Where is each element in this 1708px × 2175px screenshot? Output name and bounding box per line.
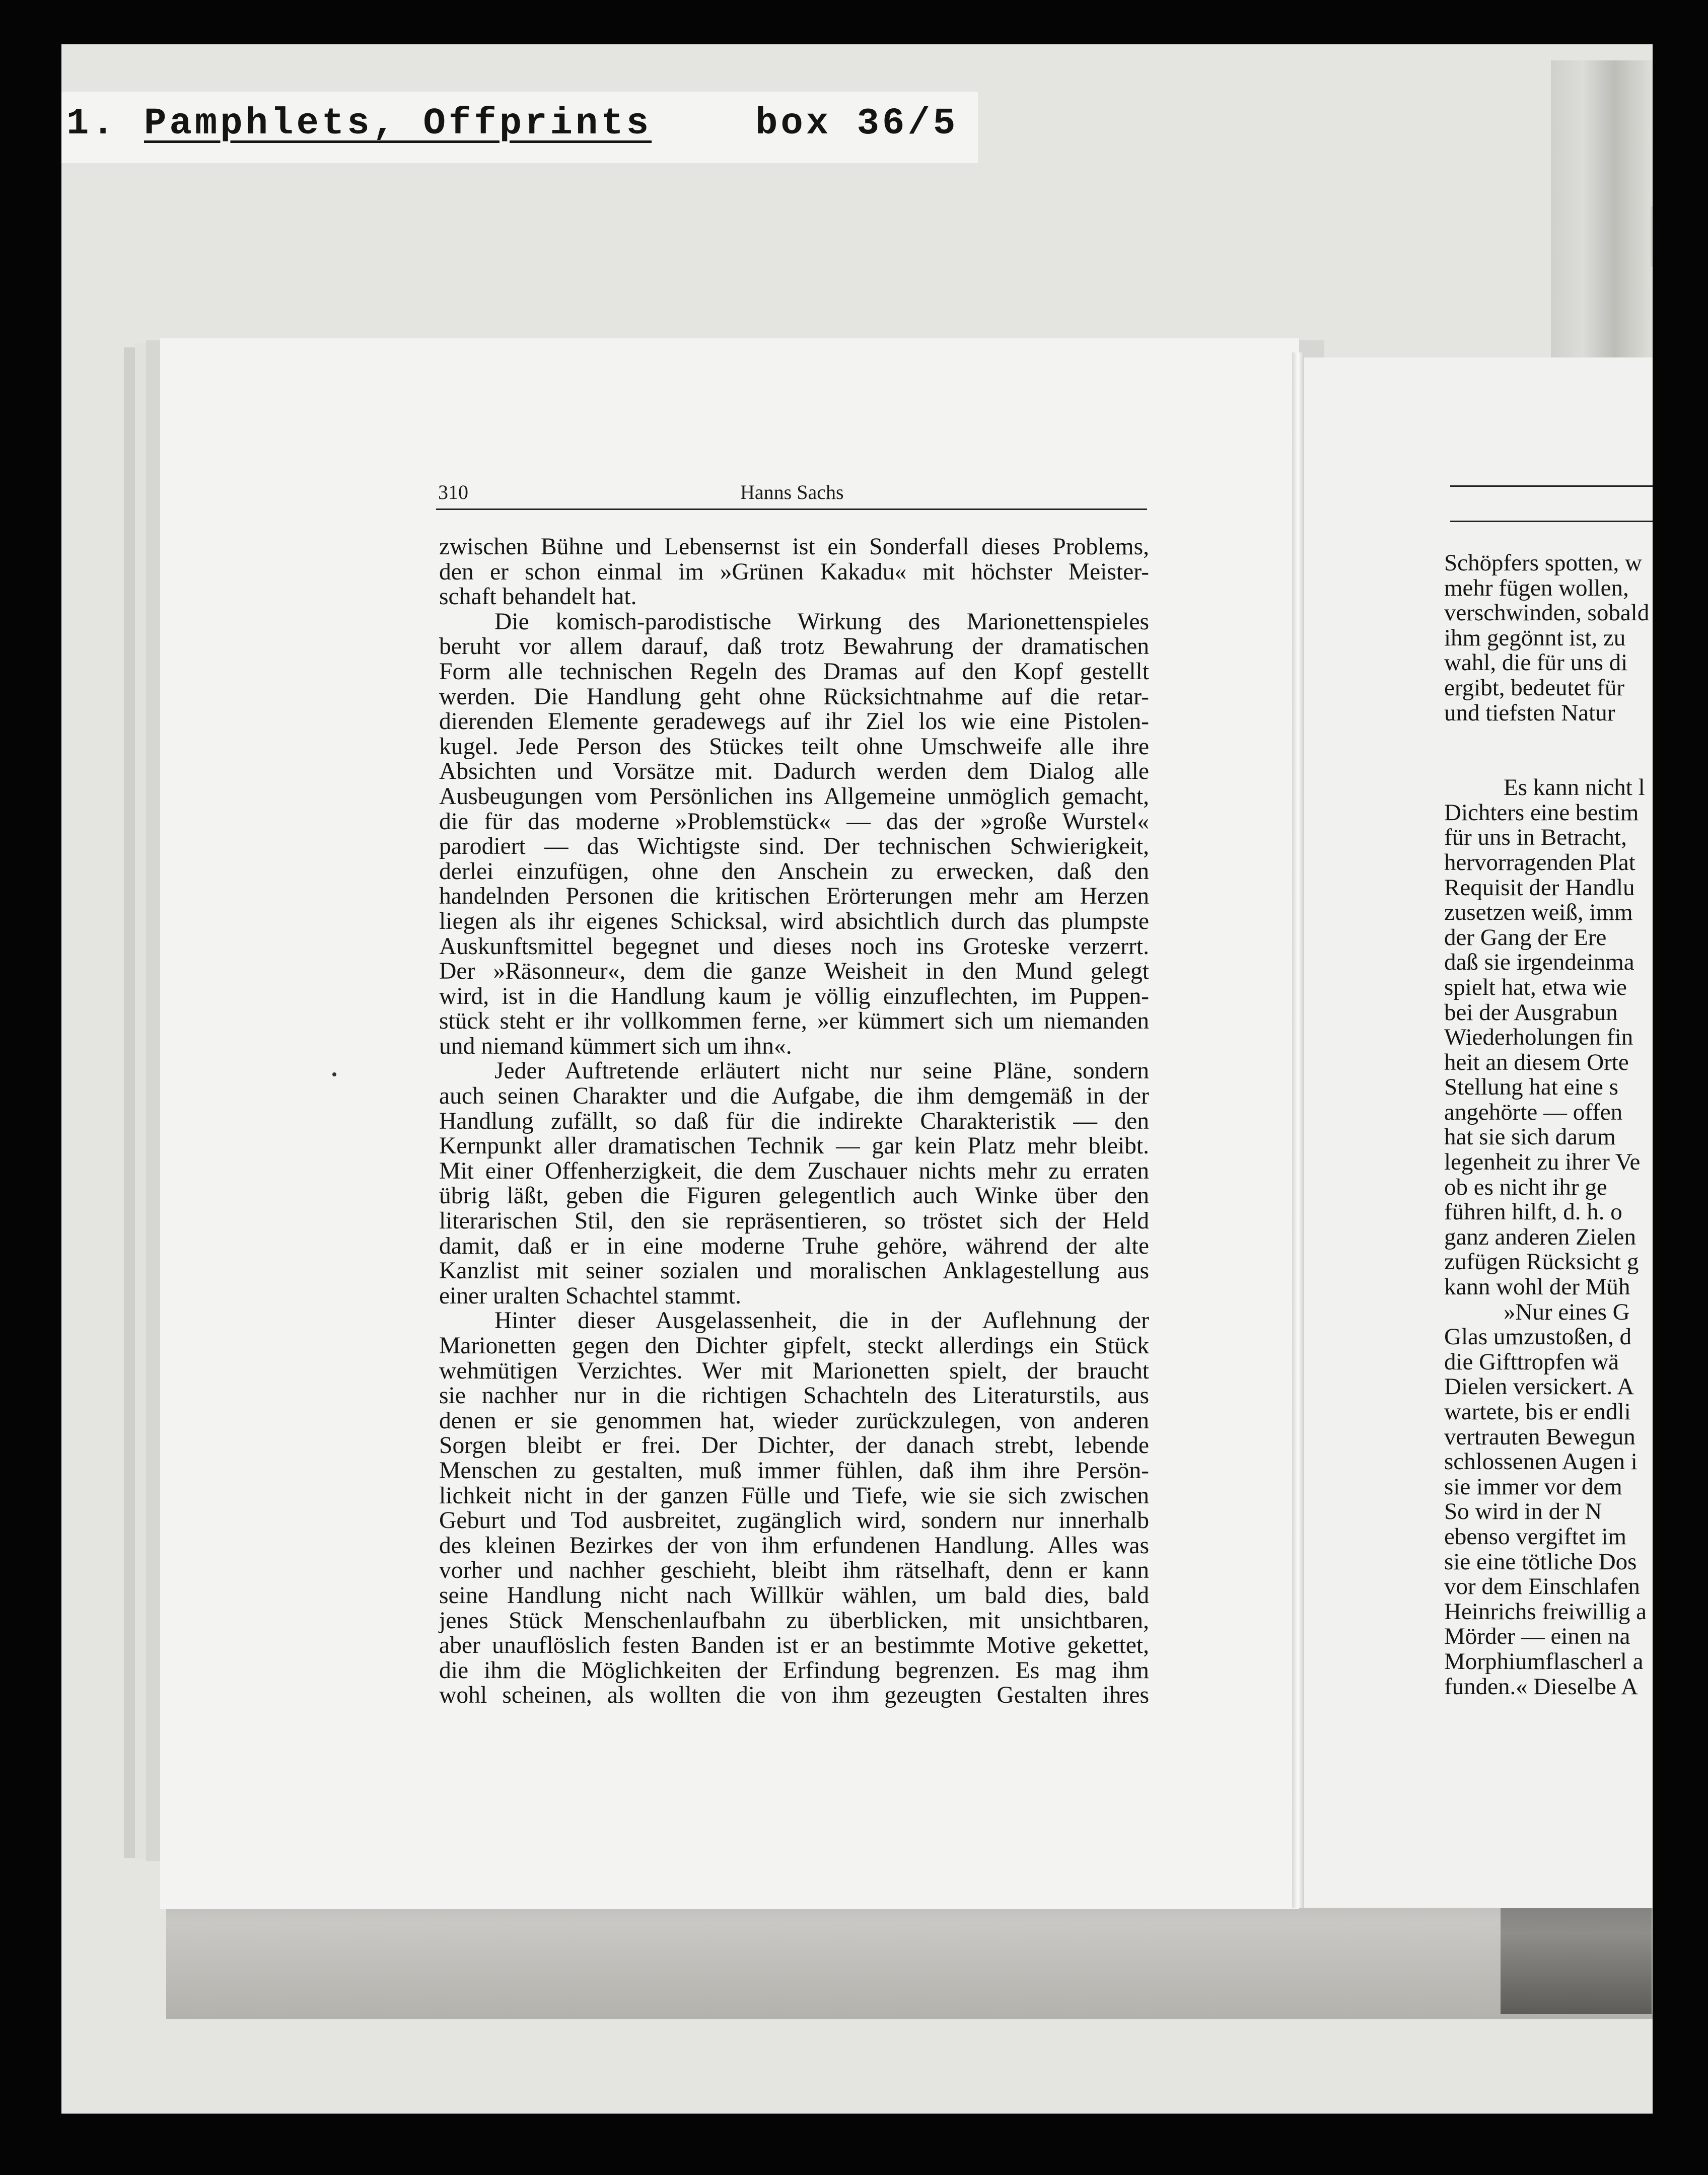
ink-speck <box>332 1072 336 1076</box>
text-line: Geburt und Tod ausbreitet, zugänglich wird, sondern nur innerhalb <box>439 1507 1149 1534</box>
right-header-rule <box>1450 521 1662 522</box>
text-line: sie nachher nur in die richtigen Schachteln des Literaturstils, aus <box>439 1383 1149 1409</box>
scan-border <box>1653 0 1708 2175</box>
right-text-line: Dichters eine bestim <box>1444 799 1639 826</box>
text-line: wohl scheinen, als wollten die von ihm gezeugten Gestalten ihres <box>439 1682 1149 1709</box>
right-text-line: Dielen versickert. A <box>1444 1373 1634 1400</box>
page-fold <box>1292 352 1304 1908</box>
right-text-line: ihm gegönnt ist, zu <box>1444 624 1626 651</box>
label-box-number: box 36/5 <box>755 103 959 145</box>
right-text-line: Es kann nicht l <box>1504 774 1645 801</box>
right-text-line: sie immer vor dem <box>1444 1473 1622 1500</box>
text-line: Hinter dieser Ausgelassenheit, die in der Auflehnung der <box>494 1308 1149 1334</box>
text-line: handelnden Personen die kritischen Erörterungen mehr am Herzen <box>439 883 1149 910</box>
right-text-line: daß sie irgendeinma <box>1444 949 1634 976</box>
right-text-line: Wiederholungen fin <box>1444 1024 1633 1051</box>
text-line: Ausbeugungen vom Persönlichen ins Allgemeine unmöglich gemacht, <box>439 783 1149 810</box>
right-text-line: Morphiumflascherl a <box>1444 1648 1644 1675</box>
header-rule <box>436 509 1147 510</box>
running-head: Hanns Sachs <box>740 481 844 503</box>
right-text-line: zufügen Rücksicht g <box>1444 1249 1639 1275</box>
right-text-line: vertrauten Bewegun <box>1444 1423 1635 1450</box>
right-text-line: Stellung hat eine s <box>1444 1074 1618 1101</box>
right-text-line: ebenso vergiftet im <box>1444 1523 1626 1550</box>
text-line: die für das moderne »Problemstück« — das der »große Wurstel« <box>439 808 1149 835</box>
right-header-rule <box>1450 485 1662 487</box>
text-line: dierenden Elemente geradewegs auf ihr Ziel los wie eine Pistolen- <box>439 708 1149 735</box>
right-text-line: funden.« Dieselbe A <box>1444 1673 1639 1700</box>
text-line: vorher und nachher geschieht, bleibt ihm rätselhaft, denn er kann <box>439 1557 1149 1584</box>
text-line: Auskunftsmittel begegnet und dieses noch ins Groteske verzerrt. <box>439 933 1149 960</box>
right-text-line: führen hilft, d. h. o <box>1444 1199 1622 1225</box>
text-line: Absichten und Vorsätze mit. Dadurch werden dem Dialog alle <box>439 758 1149 785</box>
text-line: parodiert — das Wichtigste sind. Der technischen Schwierigkeit, <box>439 833 1149 860</box>
page-number: 310 <box>438 481 468 503</box>
text-line: übrig läßt, geben die Figuren gelegentlich auch Winke über den <box>439 1183 1149 1209</box>
right-text-line: hat sie sich darum <box>1444 1124 1616 1150</box>
right-text-line: der Gang der Ere <box>1444 924 1607 951</box>
text-line: Form alle technischen Regeln des Dramas auf den Kopf gestellt <box>439 658 1149 685</box>
text-line: einer uralten Schachtel stammt. <box>439 1282 741 1309</box>
text-line: kugel. Jede Person des Stückes teilt ohne Umschweife alle ihre <box>439 733 1149 760</box>
right-text-line: hervorragenden Plat <box>1444 849 1635 876</box>
text-line: Kanzlist mit seiner sozialen und moralischen Anklagestellung aus <box>439 1258 1149 1284</box>
text-line: Der »Räsonneur«, dem die ganze Weisheit in den Mund gelegt <box>439 958 1149 985</box>
text-line: denen er sie genommen hat, wieder zurückzulegen, von anderen <box>439 1407 1149 1434</box>
text-line: Marionetten gegen den Dichter gipfelt, steckt allerdings ein Stück <box>439 1333 1149 1359</box>
text-line: werden. Die Handlung geht ohne Rücksichtnahme auf die retar- <box>439 683 1149 710</box>
text-line: des kleinen Bezirkes der von ihm erfundenen Handlung. Alles was <box>439 1532 1149 1559</box>
text-line: Mit einer Offenherzigkeit, die dem Zuschauer nichts mehr zu erraten <box>439 1157 1149 1184</box>
right-text-line: ergibt, bedeutet für <box>1444 674 1625 701</box>
text-line: liegen als ihr eigenes Schicksal, wird absichtlich durch das plumpste <box>439 908 1149 934</box>
right-text-line: heit an diesem Orte <box>1444 1049 1629 1075</box>
text-line: schaft behandelt hat. <box>439 584 637 610</box>
text-line: jenes Stück Menschenlaufbahn zu überblicken, mit unsichtbaren, <box>439 1607 1149 1634</box>
right-text-line: ob es nicht ihr ge <box>1444 1174 1607 1200</box>
right-text-line: angehörte — offen <box>1444 1099 1623 1125</box>
right-text-line: wahl, die für uns di <box>1444 649 1628 676</box>
right-text-line: »Nur eines G <box>1504 1298 1630 1325</box>
text-line: Jeder Auftretende erläutert nicht nur seine Pläne, sondern <box>494 1058 1149 1084</box>
right-text-line: kann wohl der Müh <box>1444 1274 1630 1300</box>
text-line: den er schon einmal im »Grünen Kakadu« mit höchster Meister- <box>439 558 1149 585</box>
text-line: wird, ist in die Handlung kaum je völlig einzuflechten, im Puppen- <box>439 983 1149 1009</box>
right-text-line: wartete, bis er endli <box>1444 1399 1631 1425</box>
text-line: Handlung zufällt, so daß für die indirekte Charakteristik — den <box>439 1108 1149 1134</box>
text-line: derlei einzufügen, ohne den Anschein zu erwecken, daß den <box>439 858 1149 885</box>
right-text-line: Glas umzustoßen, d <box>1444 1324 1632 1350</box>
right-text-line: Mörder — einen na <box>1444 1623 1630 1650</box>
right-text-line: sie eine tötliche Dos <box>1444 1548 1637 1575</box>
text-line: Sorgen bleibt er frei. Der Dichter, der danach strebt, lebende <box>439 1432 1149 1459</box>
text-line: die ihm die Möglichkeiten der Erfindung begrenzen. Es mag ihm <box>439 1657 1149 1684</box>
text-line: lichkeit nicht in der ganzen Fülle und Tiefe, wie sie sich zwischen <box>439 1482 1149 1509</box>
text-line: aber unauflöslich festen Banden ist er an bestimmte Motive gekettet, <box>439 1632 1149 1659</box>
text-line: Die komisch-parodistische Wirkung des Marionettenspieles <box>494 608 1149 635</box>
text-line: und niemand kümmert sich um ihn«. <box>439 1033 792 1059</box>
text-line: damit, daß er in eine moderne Truhe gehöre, während der alte <box>439 1232 1149 1259</box>
text-line: beruht vor allem darauf, daß trotz Bewahrung der dramatischen <box>439 633 1149 660</box>
right-text-line: für uns in Betracht, <box>1444 824 1627 851</box>
text-line: auch seinen Charakter und die Aufgabe, die ihm demgemäß in der <box>439 1083 1149 1110</box>
right-text-line: schlossenen Augen i <box>1444 1448 1638 1475</box>
text-line: Kernpunkt aller dramatischen Technik — gar kein Platz mehr bleibt. <box>439 1133 1149 1159</box>
right-text-line: verschwinden, sobald <box>1444 600 1650 626</box>
body-text <box>439 535 1149 1708</box>
text-line: seine Handlung nicht nach Willkür wählen, um bald dies, bald <box>439 1582 1149 1609</box>
right-text-line: zusetzen weiß, imm <box>1444 899 1633 926</box>
right-text-line: vor dem Einschlafen <box>1444 1573 1640 1600</box>
right-text-line: ganz anderen Zielen <box>1444 1223 1636 1250</box>
right-text-line: die Gifttropfen wä <box>1444 1348 1619 1375</box>
right-text-line: bei der Ausgrabun <box>1444 999 1618 1026</box>
right-text-line: und tiefsten Natur <box>1444 699 1615 726</box>
right-text-line: Heinrichs freiwillig a <box>1444 1598 1647 1625</box>
text-line: literarischen Stil, den sie repräsentieren, so tröstet sich der Held <box>439 1208 1149 1235</box>
right-text-line: Requisit der Handlu <box>1444 874 1635 901</box>
text-line: zwischen Bühne und Lebensernst ist ein Sonderfall dieses Problems, <box>439 534 1149 560</box>
text-line: wehmütigen Verzichtes. Wer mit Marionetten spielt, der braucht <box>439 1357 1149 1384</box>
label-number: 1. <box>66 103 117 145</box>
label-title: Pamphlets, Offprints <box>144 103 652 145</box>
right-text-line: Schöpfers spotten, w <box>1444 550 1642 576</box>
text-line: Menschen zu gestalten, muß immer fühlen, daß ihm ihre Persön- <box>439 1457 1149 1484</box>
right-text-line: mehr fügen wollen, <box>1444 574 1629 601</box>
text-line: stück steht er ihr vollkommen ferne, »er kümmert sich um niemanden <box>439 1008 1149 1035</box>
right-text-line: So wird in der N <box>1444 1498 1602 1525</box>
right-text-line: legenheit zu ihrer Ve <box>1444 1149 1641 1176</box>
right-text-line: spielt hat, etwa wie <box>1444 974 1627 1000</box>
